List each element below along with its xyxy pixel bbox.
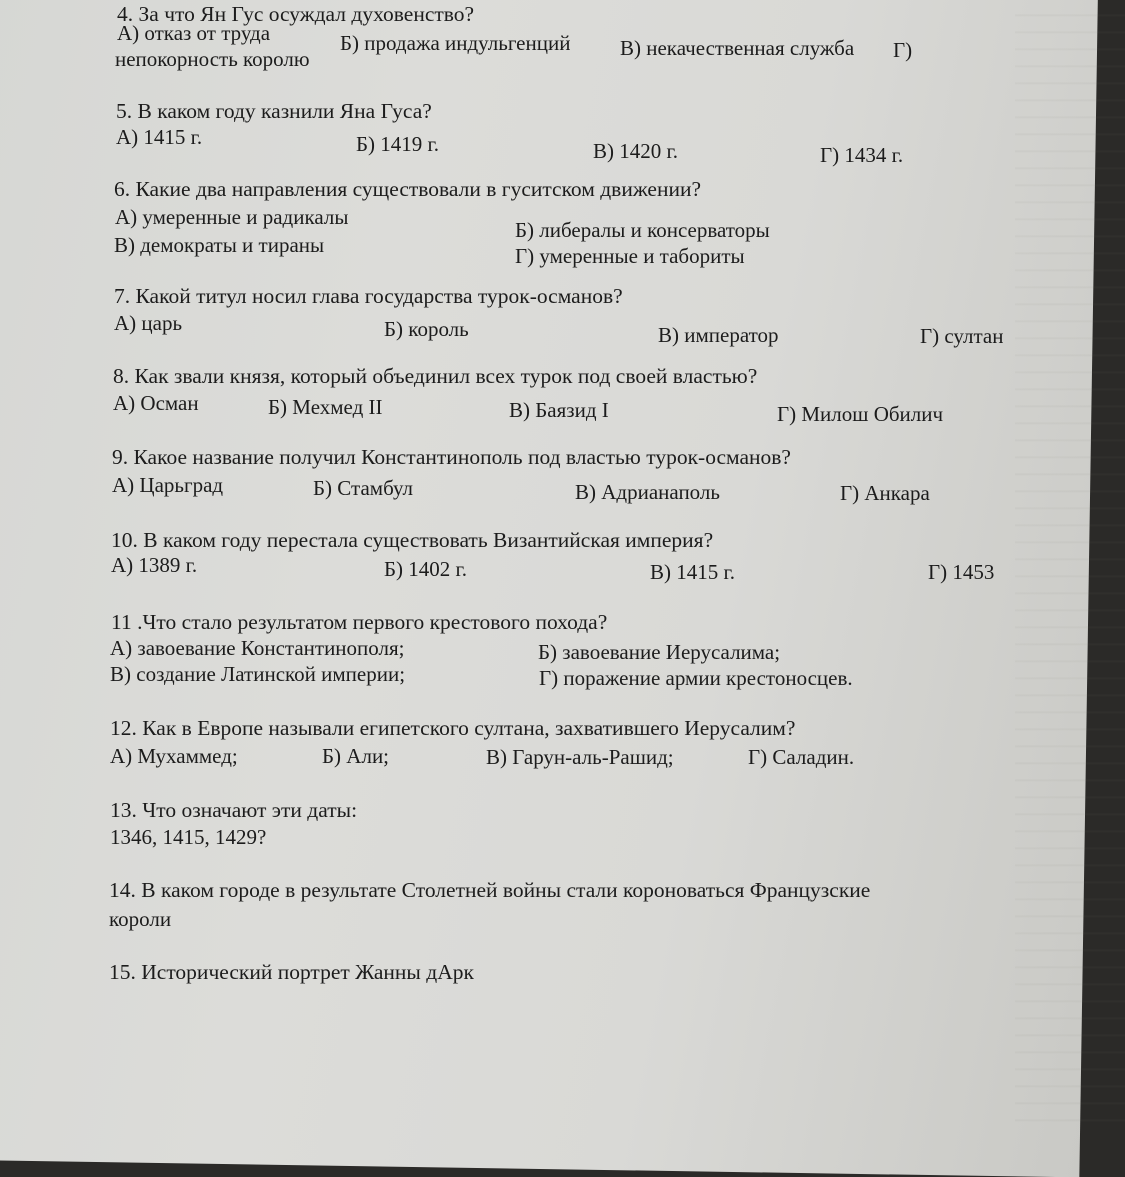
question-8-option-c: В) Баязид I bbox=[509, 398, 609, 422]
question-9-option-c: В) Адрианаполь bbox=[575, 480, 720, 504]
question-6-text: 6. Какие два направления существовали в гуситском движении? bbox=[114, 177, 702, 201]
question-5-text: 5. В каком году казнили Яна Гуса? bbox=[116, 99, 432, 123]
question-9-option-a: А) Царьград bbox=[112, 473, 224, 497]
question-7-option-a: А) царь bbox=[114, 311, 183, 335]
question-4-option-d-continued: непокорность королю bbox=[115, 47, 310, 71]
question-9-text: 9. Какое название получил Константинополь под властью турок-османов? bbox=[112, 445, 791, 469]
question-11-option-b: Б) завоевание Иерусалима; bbox=[538, 640, 781, 664]
question-15-text: 15. Исторический портрет Жанны дАрк bbox=[109, 960, 474, 984]
question-7-option-b: Б) король bbox=[384, 317, 469, 341]
question-5-option-b: Б) 1419 г. bbox=[356, 132, 440, 156]
question-10-option-b: Б) 1402 г. bbox=[384, 557, 468, 581]
question-5-option-d: Г) 1434 г. bbox=[820, 143, 904, 167]
question-6-option-b: Б) либералы и консерваторы bbox=[515, 218, 770, 242]
question-10-option-d: Г) 1453 bbox=[928, 560, 995, 584]
question-8-option-b: Б) Мехмед II bbox=[268, 395, 383, 419]
question-6-option-a: А) умеренные и радикалы bbox=[115, 205, 349, 229]
question-10-option-c: В) 1415 г. bbox=[650, 560, 735, 584]
question-11-option-a: А) завоевание Константинополя; bbox=[110, 636, 405, 660]
question-13-text: 13. Что означают эти даты: bbox=[110, 798, 358, 822]
question-7-option-c: В) император bbox=[658, 323, 779, 347]
question-14-text-continued: короли bbox=[109, 907, 172, 931]
question-4-option-a: А) отказ от труда bbox=[117, 21, 271, 45]
question-5-option-c: В) 1420 г. bbox=[593, 139, 678, 163]
question-8-text: 8. Как звали князя, который объединил всех турок под своей властью? bbox=[113, 364, 758, 388]
question-4-text: 4. За что Ян Гус осуждал духовенство? bbox=[117, 2, 475, 26]
question-10-text: 10. В каком году перестала существовать Византийская империя? bbox=[111, 528, 714, 552]
question-9-option-b: Б) Стамбул bbox=[313, 476, 414, 500]
question-4-option-b: Б) продажа индульгенций bbox=[340, 31, 571, 55]
question-7-option-d: Г) султан bbox=[920, 324, 1004, 348]
question-12-option-d: Г) Саладин. bbox=[748, 745, 855, 769]
question-8-option-a: А) Осман bbox=[113, 391, 199, 415]
question-7-text: 7. Какой титул носил глава государства турок-османов? bbox=[114, 284, 623, 308]
question-4-option-d: Г) bbox=[893, 38, 913, 62]
question-11-option-c: В) создание Латинской империи; bbox=[110, 662, 406, 686]
question-6-option-d: Г) умеренные и табориты bbox=[515, 244, 745, 268]
question-14-text: 14. В каком городе в результате Столетней войны стали короноваться Французские bbox=[109, 878, 871, 902]
question-5-option-a: А) 1415 г. bbox=[116, 125, 203, 149]
question-4-option-c: В) некачественная служба bbox=[620, 36, 855, 60]
question-11-text: 11 .Что стало результатом первого крестового похода? bbox=[111, 610, 608, 634]
question-11-option-d: Г) поражение армии крестоносцев. bbox=[539, 666, 853, 690]
question-13-dates: 1346, 1415, 1429? bbox=[110, 825, 267, 849]
question-6-option-c: В) демократы и тираны bbox=[114, 233, 325, 257]
question-12-option-c: В) Гарун-аль-Рашид; bbox=[486, 745, 674, 769]
question-8-option-d: Г) Милош Обилич bbox=[777, 402, 944, 426]
question-9-option-d: Г) Анкара bbox=[840, 481, 930, 505]
question-12-text: 12. Как в Европе называли египетского султана, захватившего Иерусалим? bbox=[110, 716, 796, 740]
question-12-option-a: А) Мухаммед; bbox=[110, 744, 238, 768]
question-10-option-a: А) 1389 г. bbox=[111, 553, 198, 577]
question-12-option-b: Б) Али; bbox=[322, 744, 390, 768]
